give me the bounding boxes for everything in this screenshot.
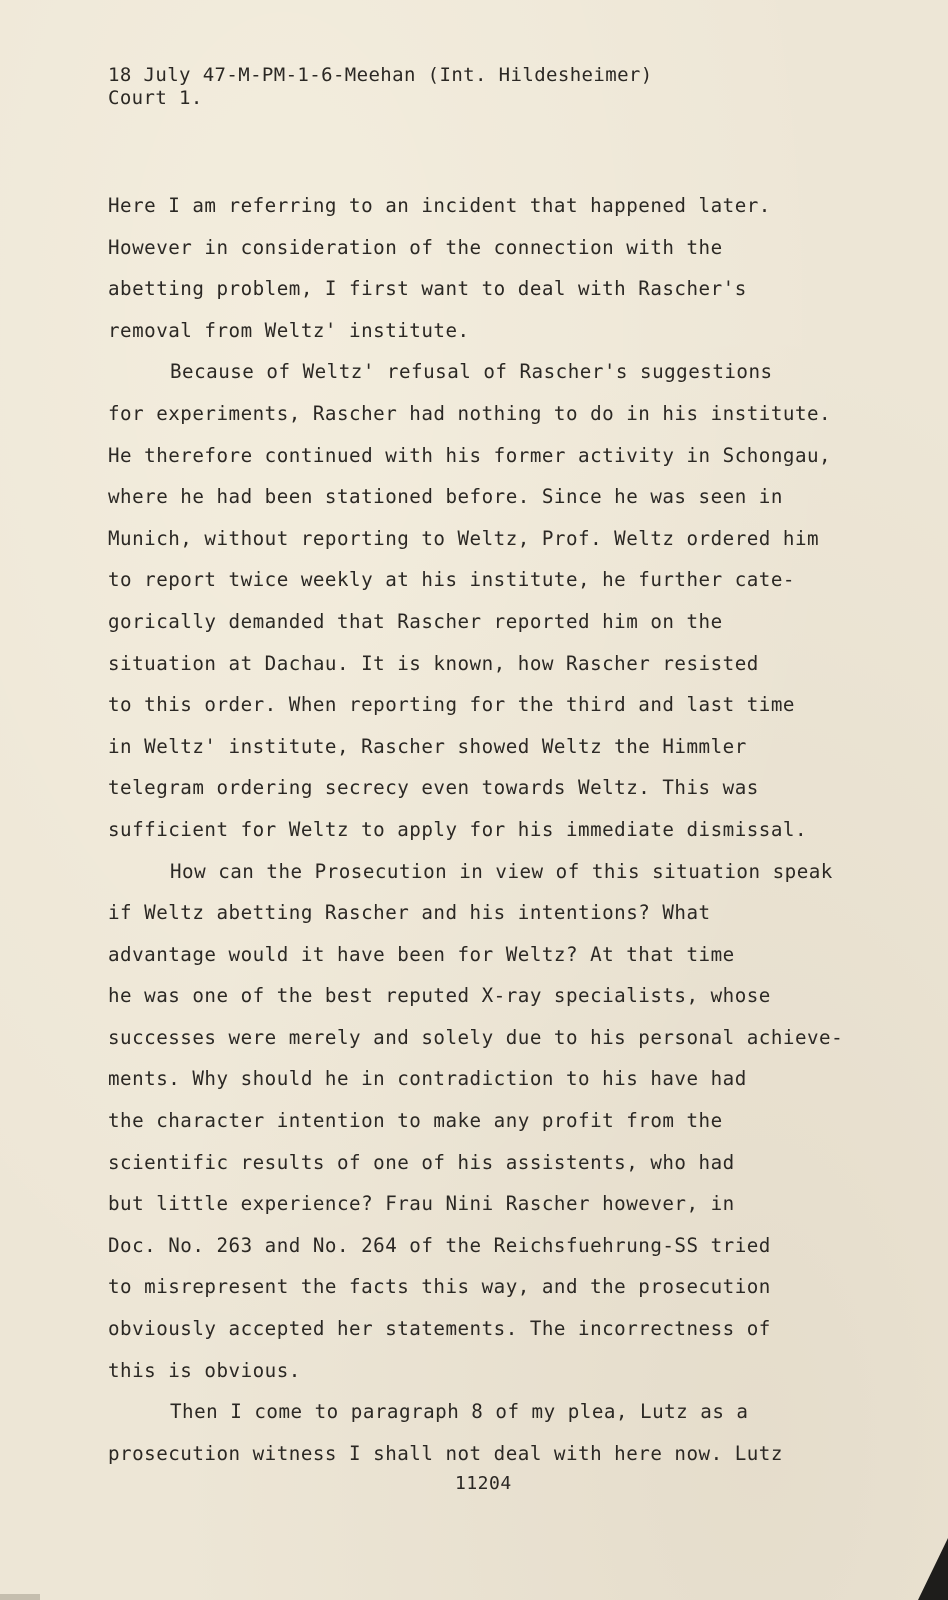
text-line: to report twice weekly at his institute, he further cate- [108, 568, 795, 592]
text-line: this is obvious. [108, 1358, 301, 1382]
text-line: to this order. When reporting for the third and last time [108, 693, 795, 717]
text-line: in Weltz' institute, Rascher showed Weltz the Himmler [108, 734, 747, 758]
text-line: successes were merely and solely due to his personal achieve- [108, 1025, 844, 1049]
text-line: gorically demanded that Rascher reported him on the [108, 609, 723, 633]
text-line: if Weltz abetting Rascher and his intentions? What [108, 901, 711, 925]
document-header [108, 64, 653, 110]
text-line: However in consideration of the connection with the [108, 235, 723, 259]
text-line: Munich, without reporting to Weltz, Prof. Weltz ordered him [108, 526, 820, 550]
text-line: ments. Why should he in contradiction to his have had [108, 1067, 747, 1091]
paper-edge-mark [0, 1594, 40, 1600]
header-court-line: Court 1. [108, 87, 203, 109]
text-line: removal from Weltz' institute. [108, 318, 470, 342]
text-line: advantage would it have been for Weltz? At that time [108, 942, 735, 966]
text-line: where he had been stationed before. Since he was seen in [108, 485, 783, 509]
text-line: the character intention to make any profit from the [108, 1109, 723, 1133]
text-line: Doc. No. 263 and No. 264 of the Reichsfuehrung-SS tried [108, 1233, 771, 1257]
text-line: scientific results of one of his assistents, who had [108, 1150, 735, 1174]
text-line: he was one of the best reputed X-ray specialists, whose [108, 984, 771, 1008]
text-line: obviously accepted her statements. The incorrectness of [108, 1317, 771, 1341]
text-line: to misrepresent the facts this way, and the prosecution [108, 1275, 771, 1299]
page-number: 11204 [455, 1473, 512, 1494]
text-line: for experiments, Rascher had nothing to do in his institute. [108, 401, 832, 425]
text-line: sufficient for Weltz to apply for his immediate dismissal. [108, 817, 808, 841]
text-line: Here I am referring to an incident that happened later. [108, 194, 771, 217]
text-line: abetting problem, I first want to deal with Rascher's [108, 277, 747, 301]
folded-corner [918, 1538, 948, 1600]
header-session-line: 18 July 47-M-PM-1-6-Meehan (Int. Hildesheimer) [108, 64, 653, 86]
text-line: He therefore continued with his former activity in Schongau, [108, 443, 832, 467]
text-line: Because of Weltz' refusal of Rascher's suggestions [170, 360, 773, 384]
text-line: but little experience? Frau Nini Rascher however, in [108, 1192, 735, 1216]
document-body [108, 185, 868, 1474]
text-line: How can the Prosecution in view of this situation speak [170, 859, 833, 883]
text-line: situation at Dachau. It is known, how Rascher resisted [108, 651, 759, 675]
text-line: telegram ordering secrecy even towards Weltz. This was [108, 776, 759, 800]
text-line: Then I come to paragraph 8 of my plea, Lutz as a [170, 1400, 749, 1424]
text-line: prosecution witness I shall not deal with here now. Lutz [108, 1441, 783, 1465]
